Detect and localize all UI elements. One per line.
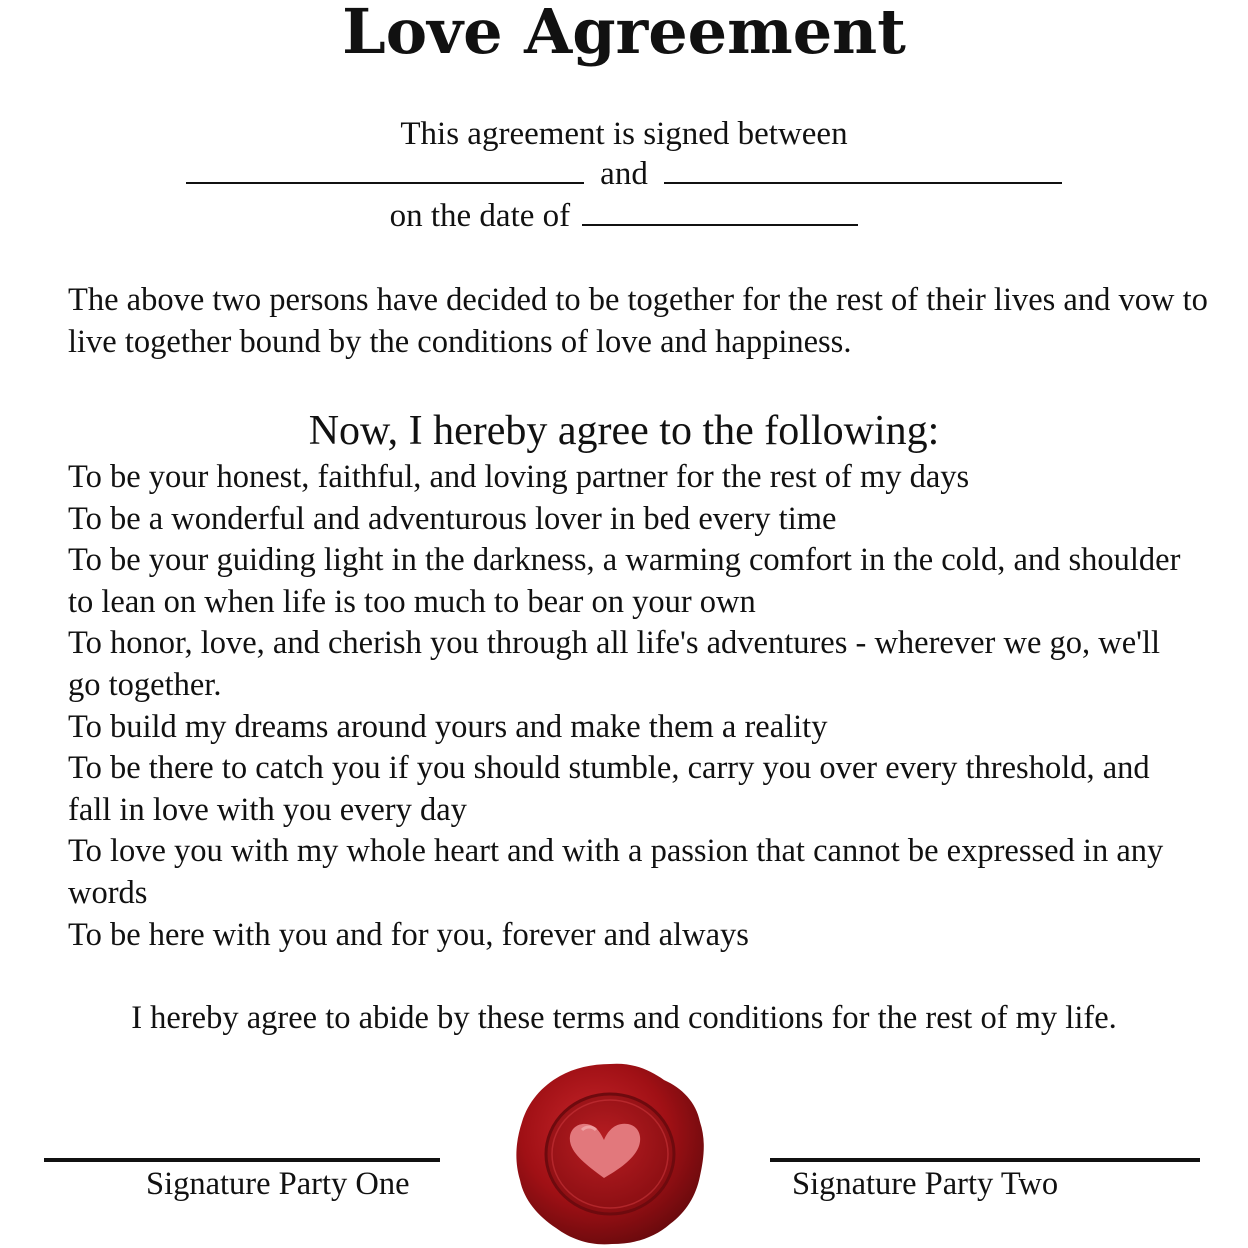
date-line xyxy=(0,196,1248,236)
vow-item: To build my dreams around yours and make them a reality xyxy=(68,708,828,745)
date-blank[interactable] xyxy=(582,198,858,226)
document-title: Love Agreement xyxy=(342,0,906,68)
intro-line: This agreement is signed between xyxy=(400,116,848,152)
date-label: on the date of xyxy=(389,198,571,234)
vow-item: To love you with my whole heart and with a passion that cannot be expressed in any words xyxy=(68,833,1164,911)
and-word: and xyxy=(600,156,648,192)
vows-heading: Now, I hereby agree to the following: xyxy=(308,408,940,454)
vow-item: To be here with you and for you, forever and always xyxy=(68,916,749,953)
preamble-paragraph: The above two persons have decided to be together for the rest of their lives and vow to live together bound by the conditions of love and happiness. xyxy=(68,282,1208,360)
vows-list xyxy=(68,457,1198,956)
signature-line-party-one[interactable] xyxy=(44,1158,440,1162)
party-two-name-blank[interactable] xyxy=(664,156,1062,184)
vow-item: To be a wonderful and adventurous lover in bed every time xyxy=(68,500,837,537)
party-names-line xyxy=(0,154,1248,194)
vow-item: To honor, love, and cherish you through all life's adventures - wherever we go, we'll go together. xyxy=(68,625,1161,703)
signature-line-party-two[interactable] xyxy=(770,1158,1200,1162)
vow-item: To be your guiding light in the darkness, a warming comfort in the cold, and shoulder to lean on when life is too much to bear on your own xyxy=(68,542,1181,620)
wax-seal-heart-icon xyxy=(512,1060,708,1246)
closing-statement: I hereby agree to abide by these terms and conditions for the rest of my life. xyxy=(131,1000,1117,1036)
party-one-name-blank[interactable] xyxy=(186,156,584,184)
vow-item: To be your honest, faithful, and loving partner for the rest of my days xyxy=(68,459,970,495)
signature-label-party-two: Signature Party Two xyxy=(792,1166,1059,1202)
signature-label-party-one: Signature Party One xyxy=(146,1166,410,1202)
vow-item: To be there to catch you if you should stumble, carry you over every threshold, and fall in love with you every day xyxy=(68,750,1150,828)
